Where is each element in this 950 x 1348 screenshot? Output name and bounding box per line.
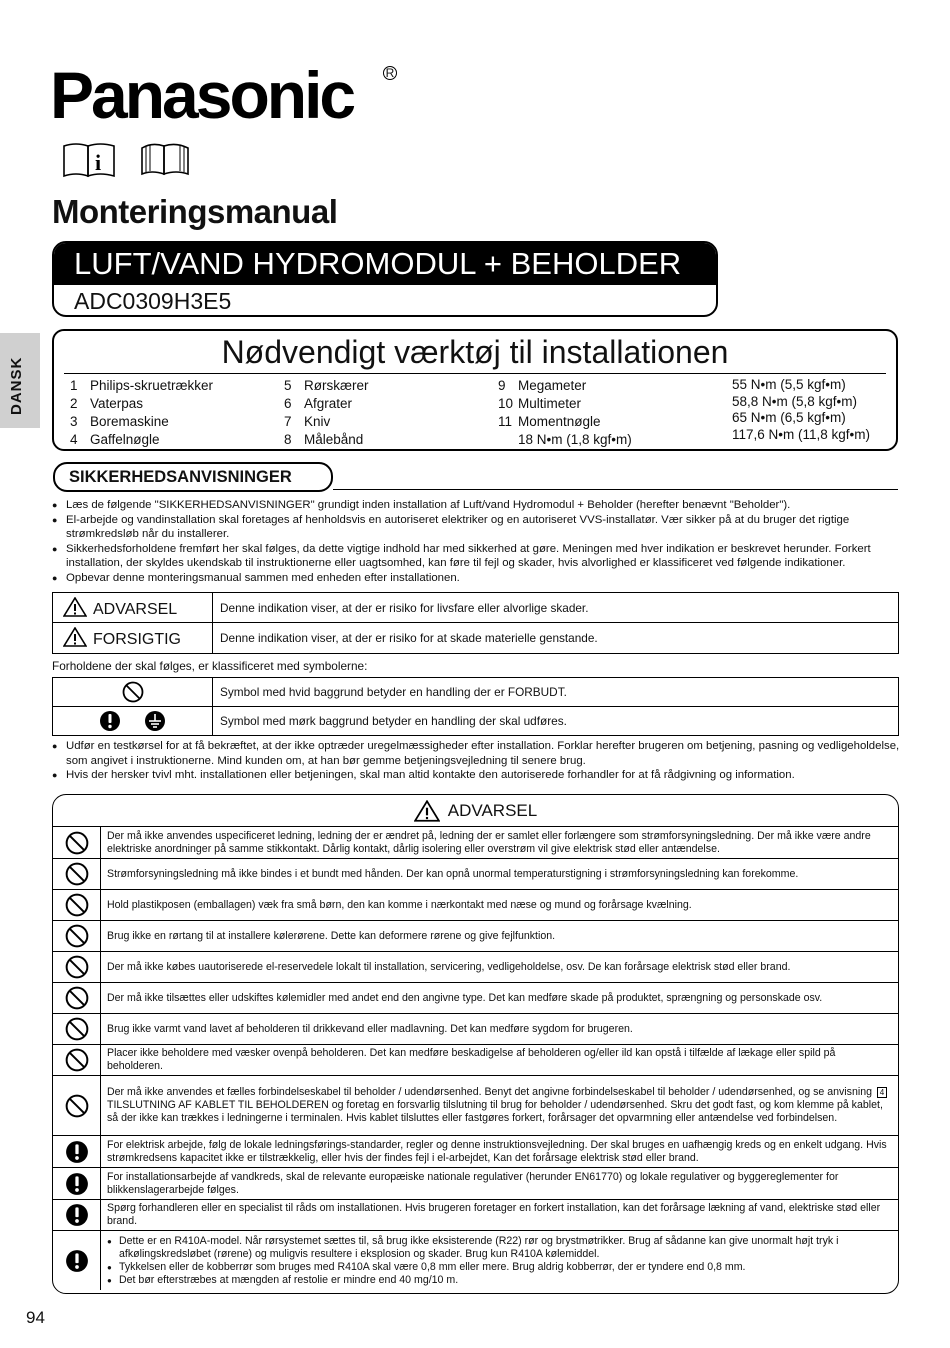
ground-icon bbox=[144, 710, 166, 732]
row-text: Hold plastikposen (emballagen) væk fra små børn, den kan komme i nærkontakt med næse og mund og forårsage kvælning. bbox=[107, 898, 692, 911]
icon-cell bbox=[53, 1045, 101, 1075]
row-text: Der må ikke anvendes uspecificeret ledning, ledning der er ændret på, ledning der er samlet eller forlængere som strømforsyningsledning. Der må ikke være andre elektriske anordninger på samme stikkontakt. Dårlig kontakt, dårlig isolering eller overstrøm vil give elektrisk stød eller antændelse. bbox=[107, 829, 871, 855]
row-text: Brug ikke en rørtang til at installere kølerørene. Dette kan deformere rørene og give fejlfunktion. bbox=[107, 929, 556, 942]
icon-cell bbox=[53, 827, 101, 858]
manual-icons bbox=[62, 140, 190, 178]
table-row bbox=[53, 1045, 898, 1076]
mandatory-icon bbox=[65, 1249, 89, 1273]
tool-item: 5 Rørskærer bbox=[284, 378, 369, 393]
row-text: Der må ikke købes uautoriserede el-reservedele lokalt til installation, servicering, vedligeholdelse, osv. De kan forårsage elektrisk stød eller brand. bbox=[107, 960, 791, 973]
warning-triangle-icon bbox=[63, 627, 87, 647]
tool-item: 2 Vaterpas bbox=[70, 396, 144, 411]
list-item: ● Hvis der hersker tvivl mht. installationen eller betjeningen, skal man altid kontakte den autoriserede forhandler for at få rådgivning og information. bbox=[52, 768, 900, 783]
text-part: og foretag en forsvarlig tilslutning til brug for beholder / udendørsenhed. Skru det godt fast, og kom klemme på kablet, så der ikke kan trækkes i ledningerne i terminalen. Hvis kablet tilsluttes eller fastgøres forkert, forårsager det opvarmning eller antændelse ved forbindelsen. bbox=[107, 1099, 883, 1124]
level-description: Denne indikation viser, at der er risiko for at skade materielle genstande. bbox=[213, 623, 899, 654]
list-item: ● Læs de følgende "SIKKERHEDSANVISNINGER" grundigt inden installation af Luft/vand Hydromodul + Beholder (herefter benævnt "Beholder"). bbox=[52, 498, 900, 513]
table-row bbox=[53, 1200, 898, 1231]
icon-cell bbox=[53, 859, 101, 889]
prohibited-icon bbox=[65, 1017, 89, 1041]
section-divider bbox=[333, 489, 898, 490]
symbol-description: Symbol med mørk baggrund betyder en handling der skal udføres. bbox=[213, 707, 899, 736]
icon-cell bbox=[53, 1014, 101, 1044]
torque-value: 117,6 N•m (11,8 kgf•m) bbox=[732, 426, 870, 442]
table-row bbox=[53, 983, 898, 1014]
tool-item: 10 Multimeter bbox=[498, 396, 582, 411]
mandatory-icon bbox=[65, 1203, 89, 1227]
level-label: FORSIGTIG bbox=[93, 631, 181, 648]
tool-item: 6 Afgrater bbox=[284, 396, 353, 411]
open-book-icon bbox=[140, 140, 190, 178]
row-text: Brug ikke varmt vand lavet af beholderen til drikkevand eller madlavning. Det kan medføre sygdom for brugeren. bbox=[107, 1022, 633, 1035]
symbol-cell bbox=[53, 678, 213, 707]
language-label: DANSK bbox=[8, 356, 25, 415]
tool-item: 11 Momentnøgle bbox=[498, 414, 601, 429]
prohibited-icon bbox=[65, 924, 89, 948]
tool-item: 3 Boremaskine bbox=[70, 414, 169, 429]
table-row bbox=[53, 1231, 898, 1290]
table-row bbox=[53, 1168, 898, 1200]
prohibited-icon bbox=[122, 681, 144, 703]
icon-cell bbox=[53, 1200, 101, 1230]
product-model: ADC0309H3E5 bbox=[74, 288, 232, 314]
tools-panel bbox=[52, 329, 898, 451]
section-reference-title: TILSLUTNING AF KABLET TIL BEHOLDEREN bbox=[107, 1099, 329, 1111]
level-label-cell bbox=[53, 623, 213, 654]
level-label-cell bbox=[53, 593, 213, 623]
level-description: Denne indikation viser, at der er risiko for livsfare eller alvorlige skader. bbox=[213, 593, 899, 623]
prohibited-icon bbox=[65, 893, 89, 917]
list-item: ● Dette er en R410A-model. Når rørsystemet sættes til, så brug ikke eksisterende (R22) rør og brystmøtrikker. Brug af sådanne kan give unormalt højt tryk i afkølingskredsløbet (rørene) og muligvis resultere i eksplosion og skader. Brug kun R410A kølemiddel. bbox=[107, 1235, 892, 1261]
table-row bbox=[53, 890, 898, 921]
list-item: ● Tykkelsen eller de kobberrør som bruges med R410A skal være 0,8 mm eller mere. Brug aldrig kobberrør, der er tyndere end 0,8 mm. bbox=[107, 1261, 892, 1274]
icon-cell bbox=[53, 890, 101, 920]
tools-column-1 bbox=[70, 377, 213, 449]
svg-text:i: i bbox=[95, 150, 102, 175]
table-row bbox=[53, 1136, 898, 1168]
tools-column-4 bbox=[732, 377, 870, 443]
icon-cell bbox=[53, 1231, 101, 1290]
mandatory-icon bbox=[65, 1140, 89, 1164]
page-number: 94 bbox=[26, 1308, 45, 1327]
table-row bbox=[53, 1014, 898, 1045]
warning-triangle-icon bbox=[63, 597, 87, 617]
prohibited-icon bbox=[65, 1094, 89, 1118]
list-item: ● Opbevar denne monteringsmanual sammen med enheden efter installationen. bbox=[52, 571, 900, 586]
row-bullet-list bbox=[107, 1235, 892, 1287]
warning-table-title: ADVARSEL bbox=[447, 800, 538, 820]
hazard-levels-table bbox=[52, 592, 899, 654]
list-item: ● Udfør en testkørsel for at få bekræftet, at der ikke optræder uregelmæssigheder efter installation. Forklar herefter brugeren om betjening, pasning og vedligeholdelse, som angivet i instruktionerne. Mind kunden om, at han bør gemme betjeningsvejledning til senere brug. bbox=[52, 739, 900, 768]
tool-item: 8 Målebånd bbox=[284, 432, 364, 447]
table-row bbox=[53, 1076, 898, 1136]
icon-cell bbox=[53, 1168, 101, 1199]
section-reference-number: 4 bbox=[877, 1087, 887, 1098]
row-text bbox=[101, 1231, 898, 1290]
tools-title: Nødvendigt værktøj til installationen bbox=[221, 334, 729, 370]
table-row bbox=[53, 593, 899, 623]
row-text bbox=[101, 1076, 898, 1135]
icon-cell bbox=[53, 952, 101, 982]
row-text: Spørg forhandleren eller en specialist til råds om installationen. Hvis brugeren foretager en forkert installation, kan det forårsage lækning af vand, elektriske stød eller brand. bbox=[107, 1202, 881, 1227]
row-text: For elektrisk arbejde, følg de lokale ledningsførings-standarder, regler og denne instruktionsvejledning. Der skal bruges en uafhængig kreds og en enkelt udgang. Hvis strømkredsens kapacitet ikke er tilstrækkelig, eller hvis der findes fejl i el-arbejdet, Kan det forårsage elektrisk stød eller brand. bbox=[107, 1138, 887, 1164]
icon-cell bbox=[53, 1136, 101, 1167]
table-row bbox=[53, 827, 898, 859]
tools-divider bbox=[64, 373, 886, 374]
prohibited-icon bbox=[65, 831, 89, 855]
symbol-description: Symbol med hvid baggrund betyder en handling der er FORBUDT. bbox=[213, 678, 899, 707]
table-row bbox=[53, 859, 898, 890]
list-item: ● Det bør efterstræbes at mængden af restolie er mindre end 40 mg/10 m. bbox=[107, 1274, 892, 1287]
text-part: Der må ikke anvendes et fælles forbindelseskabel til beholder / udendørsenhed. Benyt det angivne forbindelseskabel til beholder / udendørsenhed, og se anvisning bbox=[107, 1086, 872, 1098]
icon-cell bbox=[53, 1076, 101, 1135]
list-item: ● El-arbejde og vandinstallation skal foretages af henholdsvis en autoriseret elektriker og en autoriseret VVS-installatør. Vær sikker på at du bruger det rigtige strømkredsløb når du installerer. bbox=[52, 513, 900, 542]
icon-cell bbox=[53, 983, 101, 1013]
tools-column-3 bbox=[498, 377, 632, 449]
info-manual-icon bbox=[62, 140, 116, 178]
symbol-cell bbox=[53, 707, 213, 736]
brand-logo: Panasonic bbox=[50, 58, 354, 132]
level-label: ADVARSEL bbox=[93, 600, 178, 618]
warning-table-header bbox=[53, 795, 898, 827]
tool-item: 4 Gaffelnøgle bbox=[70, 432, 160, 447]
table-row bbox=[53, 952, 898, 983]
row-text: Strømforsyningsledning må ikke bindes i et bundt med hånden. Der kan opnå unormal temperaturstigning i strømforsyningsledning kan forekomme. bbox=[107, 867, 799, 880]
table-row bbox=[53, 678, 899, 707]
tools-column-2 bbox=[284, 377, 369, 449]
torque-value: 18 N•m (1,8 kgf•m) bbox=[518, 432, 632, 447]
symbols-table bbox=[52, 677, 899, 736]
intro-bullet-list bbox=[52, 498, 900, 585]
row-text: For installationsarbejde af vandkreds, skal de relevante europæiske nationale regulativer (herunder EN61770) og lokale regulativer og byggereglementer for blikkenslagerarbejde følges. bbox=[107, 1170, 839, 1196]
list-item: ● Sikkerhedsforholdene fremført her skal følges, da dette vigtige indhold har med sikkerhed at gøre. Meningen med hver indikation er beskrevet herunder. Forkert installation, der skyldes ukendskab til instruktionerne eller uagtsomhed, kan føre til fejl og skader, hvis alvorlighed er klassificeret ved følgende indikationer. bbox=[52, 542, 900, 571]
torque-value: 55 N•m (5,5 kgf•m) bbox=[732, 377, 846, 392]
symbols-note: Forholdene der skal følges, er klassificeret med symbolerne: bbox=[52, 659, 368, 673]
registered-mark: R bbox=[383, 66, 397, 80]
manual-title: Monteringsmanual bbox=[52, 193, 338, 230]
torque-value: 65 N•m (6,5 kgf•m) bbox=[732, 410, 846, 425]
after-bullet-list bbox=[52, 739, 900, 783]
table-row bbox=[53, 921, 898, 952]
row-text: Der må ikke tilsættes eller udskiftes kølemidler med andet end den angivne type. Det kan medføre skade på produktet, sprængning og personskade osv. bbox=[107, 991, 823, 1004]
product-name: LUFT/VAND HYDROMODUL + BEHOLDER bbox=[54, 243, 716, 285]
prohibited-icon bbox=[65, 862, 89, 886]
table-row bbox=[53, 707, 899, 736]
prohibited-icon bbox=[65, 955, 89, 979]
warning-table bbox=[52, 794, 899, 1294]
tool-item: 7 Kniv bbox=[284, 414, 331, 429]
row-text: Placer ikke beholdere med væsker ovenpå beholderen. Det kan medføre beskadigelse af beholderen og/eller ild kan opstå i tilfælde af lækage eller spild på beholderen. bbox=[107, 1047, 836, 1072]
torque-value: 58,8 N•m (5,8 kgf•m) bbox=[732, 393, 857, 409]
prohibited-icon bbox=[65, 1048, 89, 1072]
warning-triangle-icon bbox=[414, 800, 440, 822]
tool-item: 1 Philips-skruetrækker bbox=[70, 378, 214, 393]
prohibited-icon bbox=[65, 986, 89, 1010]
mandatory-icon bbox=[65, 1172, 89, 1196]
language-tab bbox=[0, 333, 40, 428]
tool-item: 9 Megameter bbox=[498, 378, 587, 393]
product-box bbox=[52, 241, 718, 317]
section-heading: SIKKERHEDSANVISNINGER bbox=[53, 462, 333, 492]
mandatory-icon bbox=[99, 710, 121, 732]
icon-cell bbox=[53, 921, 101, 951]
table-row bbox=[53, 623, 899, 654]
row-text-content bbox=[107, 1086, 892, 1125]
